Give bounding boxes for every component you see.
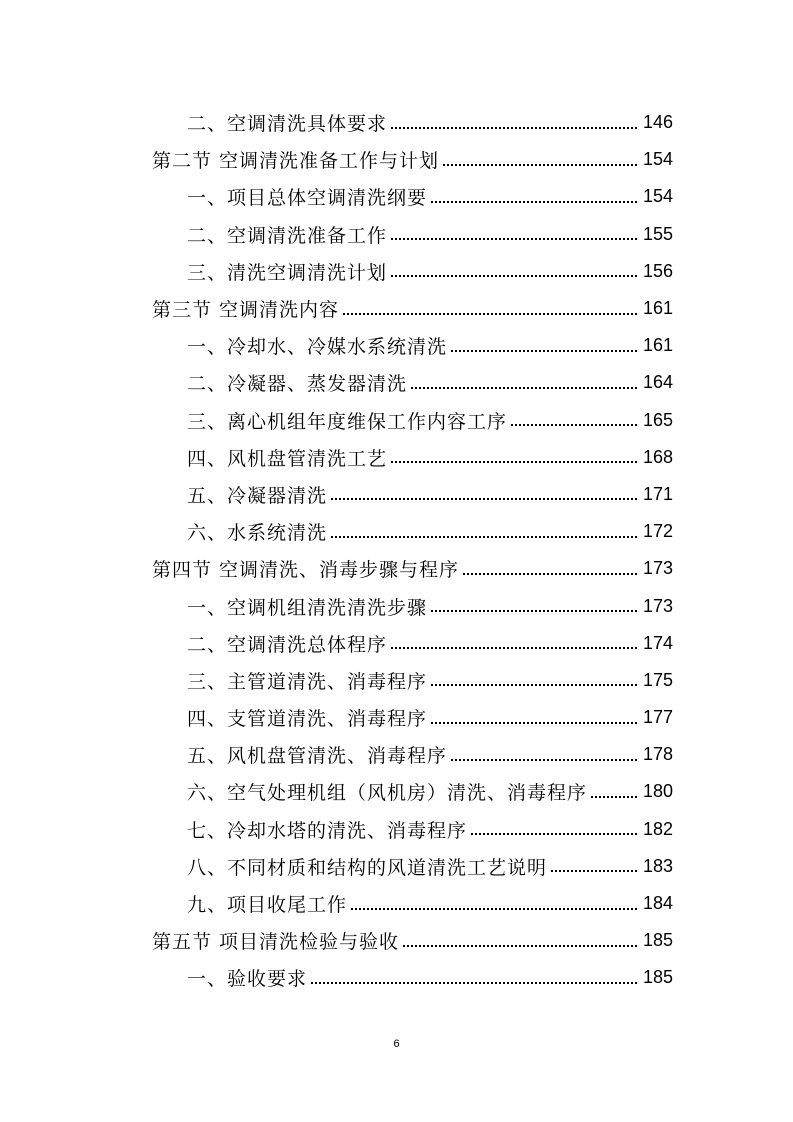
toc-subsection-entry[interactable] bbox=[0, 736, 673, 773]
toc-dot-leader bbox=[331, 498, 637, 500]
toc-entry-label: 一、空调机组清洗清洗步骤 bbox=[187, 596, 428, 619]
toc-entry-page: 146 bbox=[642, 112, 673, 133]
toc-entry-label: 三、离心机组年度维保工作内容工序 bbox=[187, 410, 508, 433]
toc-entry-label: 七、冷却水塔的清洗、消毒程序 bbox=[187, 819, 468, 842]
toc-subsection-entry[interactable] bbox=[0, 364, 673, 401]
toc-entry-page: 182 bbox=[642, 818, 673, 839]
toc-dot-leader bbox=[311, 982, 637, 984]
toc-dot-leader bbox=[391, 275, 637, 277]
toc-entry-label: 二、空调清洗具体要求 bbox=[187, 113, 388, 136]
toc-dot-leader bbox=[551, 870, 637, 872]
toc-dot-leader bbox=[471, 833, 637, 835]
toc-dot-leader bbox=[391, 647, 637, 649]
toc-dot-leader bbox=[351, 908, 637, 910]
toc-entry-page: 156 bbox=[642, 260, 673, 281]
toc-subsection-entry[interactable] bbox=[0, 178, 673, 215]
toc-entry-page: 185 bbox=[642, 967, 673, 988]
toc-entry-page: 168 bbox=[642, 446, 673, 467]
toc-entry-label: 二、空调清洗总体程序 bbox=[187, 633, 388, 656]
toc-subsection-entry[interactable] bbox=[0, 327, 673, 364]
toc-dot-leader bbox=[431, 684, 637, 686]
toc-entry-page: 161 bbox=[642, 298, 673, 319]
toc-subsection-entry[interactable] bbox=[0, 811, 673, 848]
toc-dot-leader bbox=[463, 573, 637, 575]
toc-entry-label: 五、冷凝器清洗 bbox=[187, 484, 328, 507]
toc-entry-label: 第四节 空调清洗、消毒步骤与程序 bbox=[152, 559, 460, 582]
toc-subsection-entry[interactable] bbox=[0, 439, 673, 476]
toc-subsection-entry[interactable] bbox=[0, 513, 673, 550]
toc-entry-label: 一、项目总体空调清洗纲要 bbox=[187, 187, 428, 210]
toc-dot-leader bbox=[391, 238, 637, 240]
toc-subsection-entry[interactable] bbox=[0, 662, 673, 699]
toc-dot-leader bbox=[591, 796, 637, 798]
toc-section-entry[interactable] bbox=[0, 922, 673, 959]
toc-entry-page: 161 bbox=[642, 335, 673, 356]
toc-section-entry[interactable] bbox=[0, 290, 673, 327]
toc-dot-leader bbox=[411, 387, 637, 389]
toc-entry-page: 184 bbox=[642, 893, 673, 914]
toc-entry-page: 185 bbox=[642, 930, 673, 951]
toc-dot-leader bbox=[391, 127, 637, 129]
toc-subsection-entry[interactable] bbox=[0, 476, 673, 513]
toc-entry-label: 二、冷凝器、蒸发器清洗 bbox=[187, 373, 408, 396]
toc-entry-page: 172 bbox=[642, 521, 673, 542]
toc-dot-leader bbox=[511, 424, 637, 426]
toc-dot-leader bbox=[331, 536, 637, 538]
toc-dot-leader bbox=[343, 313, 637, 315]
toc-entry-label: 第二节 空调清洗准备工作与计划 bbox=[152, 150, 440, 173]
toc-dot-leader bbox=[431, 722, 637, 724]
toc-entry-page: 154 bbox=[642, 186, 673, 207]
toc-dot-leader bbox=[443, 164, 637, 166]
toc-subsection-entry[interactable] bbox=[0, 253, 673, 290]
toc-section-entry[interactable] bbox=[0, 141, 673, 178]
toc-entry-page: 177 bbox=[642, 707, 673, 728]
toc-subsection-entry[interactable] bbox=[0, 773, 673, 810]
toc-entry-page: 173 bbox=[642, 558, 673, 579]
toc-entry-label: 六、空气处理机组（风机房）清洗、消毒程序 bbox=[187, 782, 588, 805]
toc-entry-label: 一、验收要求 bbox=[187, 968, 308, 991]
toc-entry-label: 八、不同材质和结构的风道清洗工艺说明 bbox=[187, 856, 548, 879]
toc-entry-label: 三、清洗空调清洗计划 bbox=[187, 261, 388, 284]
toc-entry-page: 155 bbox=[642, 223, 673, 244]
toc-subsection-entry[interactable] bbox=[0, 104, 673, 141]
page-number: 6 bbox=[393, 1038, 400, 1050]
toc-subsection-entry[interactable] bbox=[0, 848, 673, 885]
toc-dot-leader bbox=[431, 201, 637, 203]
toc-list bbox=[0, 104, 673, 997]
toc-subsection-entry[interactable] bbox=[0, 402, 673, 439]
toc-entry-label: 二、空调清洗准备工作 bbox=[187, 224, 388, 247]
toc-section-entry[interactable] bbox=[0, 550, 673, 587]
toc-entry-page: 174 bbox=[642, 632, 673, 653]
toc-dot-leader bbox=[391, 461, 637, 463]
toc-entry-page: 173 bbox=[642, 595, 673, 616]
toc-entry-page: 175 bbox=[642, 669, 673, 690]
toc-entry-label: 四、风机盘管清洗工艺 bbox=[187, 447, 388, 470]
toc-entry-label: 第三节 空调清洗内容 bbox=[152, 299, 340, 322]
toc-dot-leader bbox=[451, 759, 637, 761]
toc-dot-leader bbox=[451, 350, 637, 352]
toc-dot-leader bbox=[403, 945, 637, 947]
toc-entry-label: 五、风机盘管清洗、消毒程序 bbox=[187, 745, 448, 768]
toc-entry-label: 第五节 项目清洗检验与验收 bbox=[152, 931, 400, 954]
toc-subsection-entry[interactable] bbox=[0, 216, 673, 253]
toc-entry-page: 165 bbox=[642, 409, 673, 430]
toc-entry-page: 164 bbox=[642, 372, 673, 393]
toc-entry-page: 154 bbox=[642, 149, 673, 170]
toc-dot-leader bbox=[431, 610, 637, 612]
toc-entry-label: 九、项目收尾工作 bbox=[187, 894, 348, 917]
toc-subsection-entry[interactable] bbox=[0, 587, 673, 624]
toc-subsection-entry[interactable] bbox=[0, 885, 673, 922]
table-of-contents bbox=[0, 104, 793, 997]
toc-entry-label: 四、支管道清洗、消毒程序 bbox=[187, 708, 428, 731]
toc-entry-label: 一、冷却水、冷媒水系统清洗 bbox=[187, 336, 448, 359]
toc-entry-label: 六、水系统清洗 bbox=[187, 522, 328, 545]
toc-entry-page: 183 bbox=[642, 855, 673, 876]
toc-entry-page: 171 bbox=[642, 483, 673, 504]
toc-entry-page: 180 bbox=[642, 781, 673, 802]
toc-subsection-entry[interactable] bbox=[0, 959, 673, 996]
toc-subsection-entry[interactable] bbox=[0, 625, 673, 662]
toc-entry-page: 178 bbox=[642, 744, 673, 765]
toc-subsection-entry[interactable] bbox=[0, 699, 673, 736]
toc-entry-label: 三、主管道清洗、消毒程序 bbox=[187, 670, 428, 693]
